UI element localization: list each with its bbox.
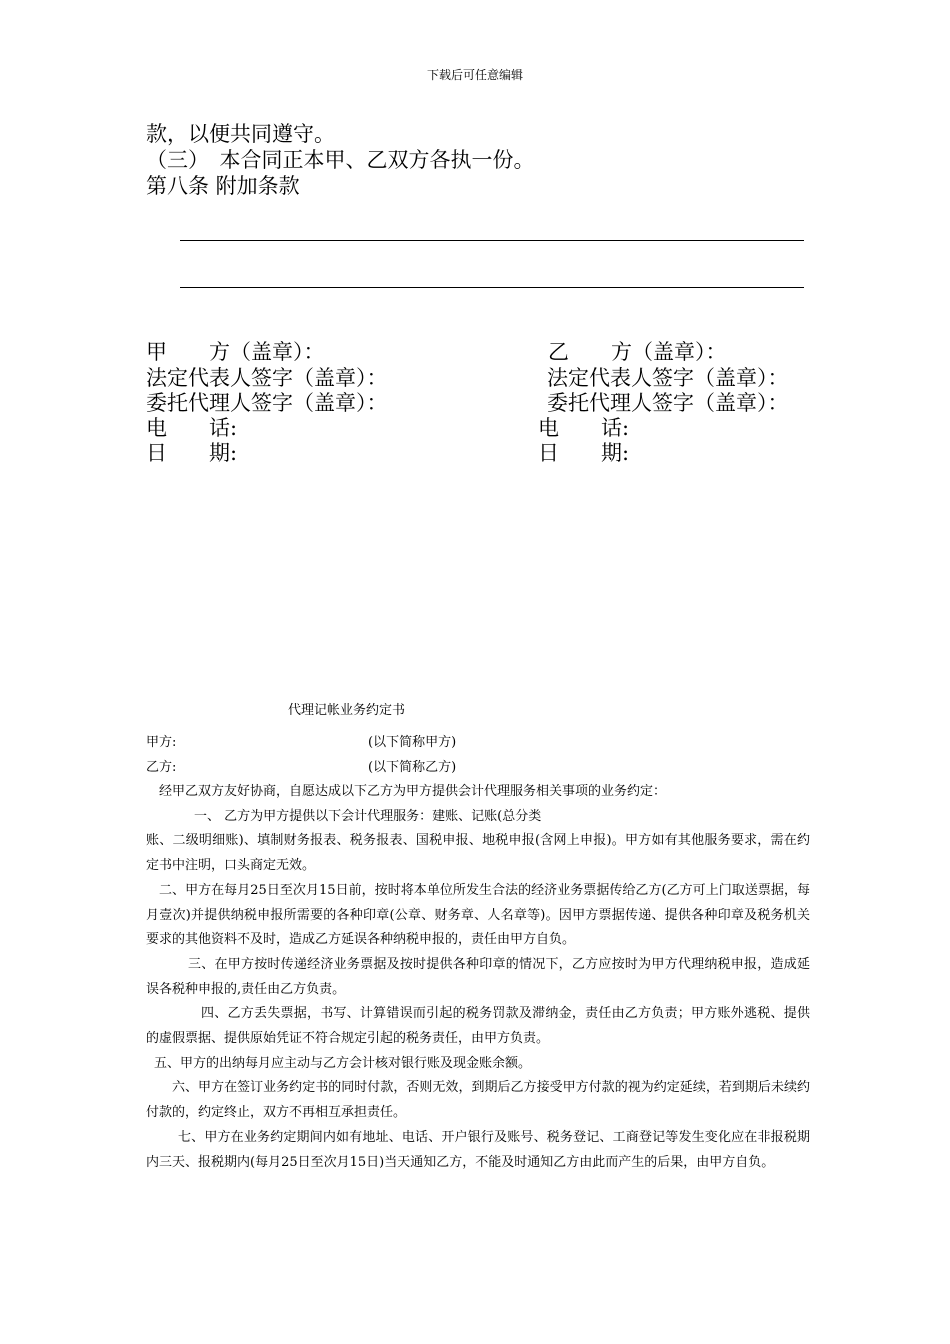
top-line-2: （三） 本合同正本甲、乙双方各执一份。 <box>146 148 535 172</box>
party-b-phone-label: 电 话: <box>538 416 630 440</box>
party-b-date-label: 日 期: <box>538 441 630 465</box>
party-b-abbr: (以下简称乙方) <box>368 760 457 775</box>
blank-line-1 <box>180 240 804 241</box>
party-b-line <box>146 756 457 775</box>
paragraph-clause-1: 一、 乙方为甲方提供以下会计代理服务：建账、记账(总分类 <box>194 808 542 824</box>
page-header-note: 下载后可任意编辑 <box>426 68 523 82</box>
paragraph-clause-5: 五、甲方的出纳每月应主动与乙方会计核对银行账及现金账余额。 <box>154 1055 532 1071</box>
party-a-agent-label: 委托代理人签字（盖章）： <box>146 391 388 415</box>
party-b-seal-label: 乙 方（盖章）： <box>548 340 727 364</box>
contract-title: 代理记帐业务约定书 <box>288 703 406 718</box>
top-line-1: 款，以便共同遵守。 <box>146 122 335 146</box>
paragraph-clause-4: 四、乙方丢失票据，书写、计算错误而引起的税务罚款及滞纳金，责任由乙方负责；甲方账外逃税、提供的虚假票据、提供原始凭证不符合规定引起的税务责任，由甲方负责。 <box>146 1006 810 1047</box>
paragraph-clause-1-cont: 账、二级明细账)、填制财务报表、税务报表、国税申报、地税申报(含网上申报)。甲方如有其他服务要求，需在约定书中注明，口头商定无效。 <box>146 833 810 874</box>
paragraph-clause-7: 七、甲方在业务约定期间内如有地址、电话、开户银行及账号、税务登记、工商登记等发生变化应在非报税期内三天、报税期内(每月25日至次月15日)当天通知乙方，不能及时通知乙方由此而产生的后果，由甲方自负。 <box>146 1129 810 1170</box>
party-a-date-label: 日 期: <box>146 441 238 465</box>
party-b-legal-rep-label: 法定代表人签字（盖章）： <box>547 366 789 390</box>
party-a-abbr: (以下简称甲方) <box>368 735 457 750</box>
party-a-label: 甲方: <box>146 735 177 750</box>
party-a-seal-label: 甲 方（盖章）： <box>146 340 325 364</box>
blank-line-2 <box>180 287 804 288</box>
paragraph-clause-3: 三、在甲方按时传递经济业务票据及按时提供各种印章的情况下，乙方应按时为甲方代理纳税申报，造成延误各税种申报的,责任由乙方负责。 <box>146 956 810 997</box>
paragraph-intro: 经甲乙双方友好协商，自愿达成以下乙方为甲方提供会计代理服务相关事项的业务约定： <box>159 784 667 799</box>
paragraph-clause-2: 二、甲方在每月25日至次月15日前，按时将本单位所发生合法的经济业务票据传给乙方(乙方可上门取送票据，每月壹次)并提供纳税申报所需要的各种印章(公章、财务章、人名章等)。因甲方票据传递、提供各种印章及税务机关要求的其他资料不及时，造成乙方延误各种纳税申报的，责任由甲方自负。 <box>146 882 810 948</box>
party-a-line <box>146 731 457 750</box>
party-b-label: 乙方: <box>146 760 177 775</box>
party-a-phone-label: 电 话: <box>146 416 238 440</box>
party-a-legal-rep-label: 法定代表人签字（盖章）： <box>146 366 388 390</box>
article-8-heading: 第八条 附加条款 <box>146 174 300 198</box>
paragraph-clause-6: 六、甲方在签订业务约定书的同时付款，否则无效，到期后乙方接受甲方付款的视为约定延续，若到期后未续约付款的，约定终止，双方不再相互承担责任。 <box>146 1080 810 1121</box>
party-b-agent-label: 委托代理人签字（盖章）： <box>547 391 789 415</box>
contract-body <box>146 780 810 1175</box>
